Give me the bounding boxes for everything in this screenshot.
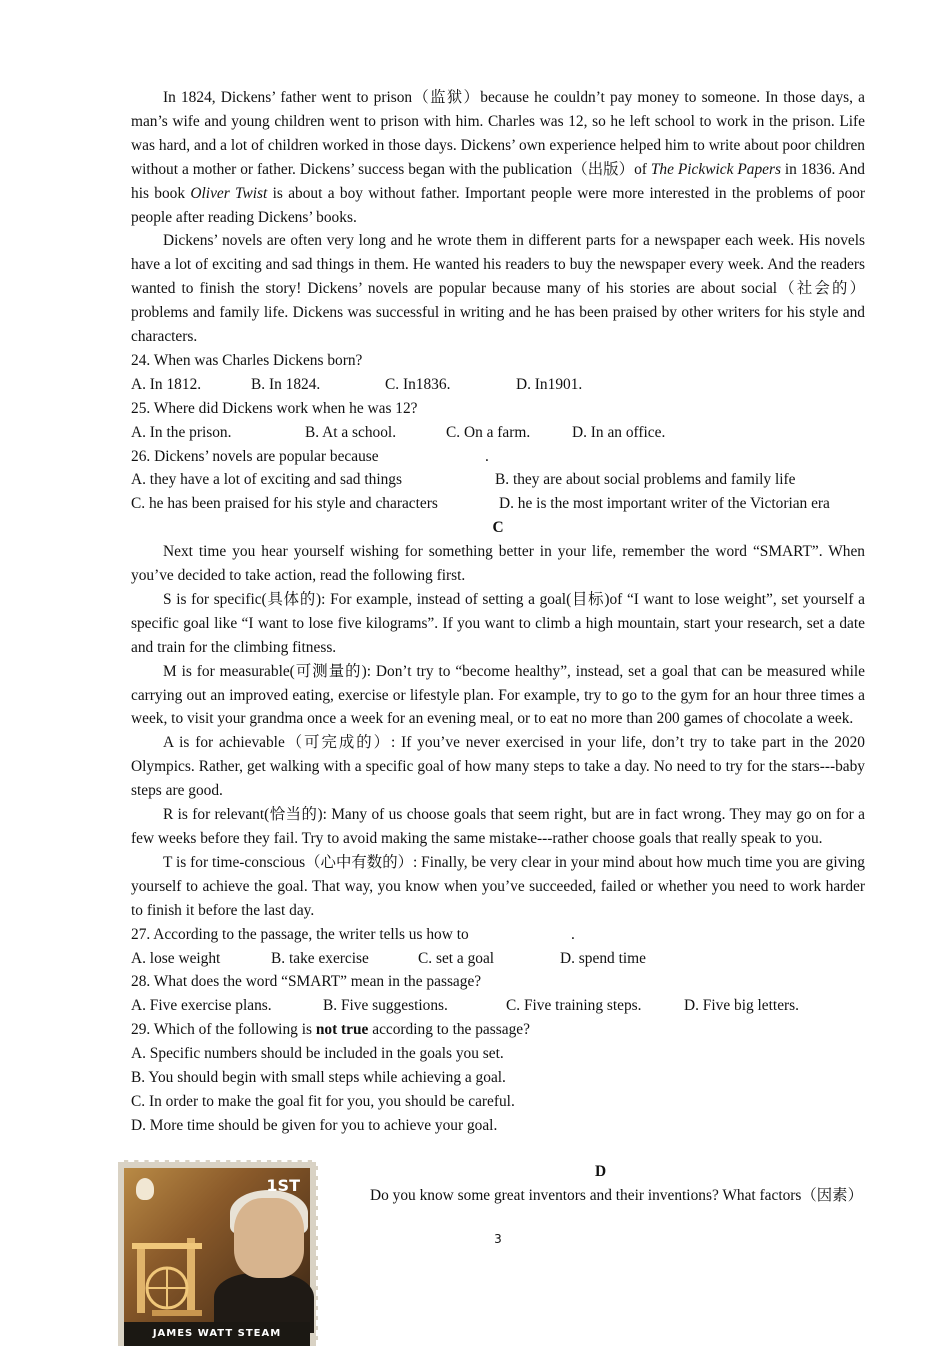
passage-c-paragraph-3: M is for measurable(可测量的): Don’t try to “become healthy”, instead, set a goal that can be measured while carrying out an improved eating, exercise or lifestyle plan. For example, try to go to the gym for an hour three times a week, to visit your grandma once a week for an evening meal, or to eat no more than 200 games of chocolate a week. [131,662,865,728]
question-27-stem-line [131,923,865,947]
book-title: The Pickwick Papers [650,160,781,178]
option: D. he is the most important writer of the Victorian era [499,495,830,513]
option: B. At a school. [305,423,397,441]
page-number: 3 [494,1232,502,1246]
question-24-options [131,373,865,397]
passage-text: In 1824, Dickens’ father went to prison（监狱）because he couldn’t pay money to someone. In those days, a man’s wife and young children went to prison with him. Charles was 12, so he left school to work in the prison. Life was hard, and a lot of children worked in those days. Dickens’ own experience helped him to write about poor children without a mother or father. Dickens’ success began with the publication（出版）of [131,89,865,178]
passage-b-paragraph-2: Dickens’ novels are often very long and he wrote them in different parts for a newspaper each week. His novels have a lot of exciting and sad things in them. He wanted his readers to buy the newspaper every week. And the readers wanted to finish the story! Dickens’ novels are popular because many of his stories are about social（社会的）problems and family life. Dickens was successful in writing and he has been praised by other writers for his style and characters. [131,232,865,346]
stamp-artwork [124,1168,310,1363]
section-d-heading: D [595,1163,607,1180]
book-title: Oliver Twist [190,184,268,202]
james-watt-stamp-image [118,1160,318,1363]
question-26-stem: 26. Dickens’ novels are popular because [131,447,379,465]
emphasis-text: not true [315,1021,369,1039]
passage-d-start: Do you know some great inventors and their inventions? What factors（因素） [370,1186,863,1204]
option: D. In an office. [572,423,666,441]
blank-end: . [485,447,489,465]
question-text: according to the passage? [368,1021,530,1039]
option: B. Five suggestions. [323,997,448,1015]
section-d [370,1160,865,1208]
document-page [131,86,865,1138]
option: D. spend time [560,949,646,967]
option: B. they are about social problems and family life [495,471,796,489]
section-c-heading: C [492,519,504,537]
option: D. In1901. [516,375,583,393]
question-24-stem: 24. When was Charles Dickens born? [131,351,363,369]
passage-b-paragraph-1 [131,86,865,229]
question-28-stem: 28. What does the word “SMART” mean in the passage? [131,973,482,991]
option: A. Specific numbers should be included in the goals you set. [131,1045,504,1063]
option: C. set a goal [418,949,495,967]
option: A. lose weight [131,949,221,967]
option: A. they have a lot of exciting and sad things [131,471,402,489]
passage-c-paragraph-4: A is for achievable（可完成的）: If you’ve never exercised in your life, don’t try to take part in the 2020 Olympics. Rather, get walking with a specific goal of how many steps to take a day. No need to try for the stars---baby steps are good. [131,734,865,800]
option: C. Five training steps. [506,997,642,1015]
option: C. In1836. [385,375,451,393]
passage-text: in 1836. And his book [131,160,865,202]
passage-c-paragraph-5: R is for relevant(恰当的): Many of us choose goals that seem right, but are in fact wrong. They may go on for a few weeks before they fail. Try to avoid making the same mistake---rather choose goals that really speak to you. [131,806,865,848]
portrait-face [234,1198,304,1278]
passage-c-paragraph-1: Next time you hear yourself wishing for something better in your life, remember the word “SMART”. When you’ve decided to take action, read the following first. [131,543,865,585]
question-26-options-row-2 [131,492,865,516]
question-text: 29. Which of the following is [131,1021,316,1039]
question-25-stem: 25. Where did Dickens work when he was 12? [131,399,418,417]
option: A. In 1812. [131,375,202,393]
option: A. Five exercise plans. [131,997,272,1015]
option: D. More time should be given for you to achieve your goal. [131,1116,498,1134]
question-29-stem [131,1018,865,1042]
blank-end: . [571,925,575,943]
question-25-options [131,421,865,445]
passage-c-paragraph-6: T is for time-conscious（心中有数的）: Finally, be very clear in your mind about how much time you are giving yourself to achieve the goal. That way, you know when you’ve succeeded, failed or whether you need to work harder to finish it before the last day. [131,853,865,919]
option: C. On a farm. [446,423,531,441]
option: A. In the prison. [131,423,232,441]
passage-text: is about a boy without father. Important people were more interested in the problems of poor people after reading Dickens’ books. [131,184,866,226]
question-28-options [131,994,865,1018]
steam-engine-icon [132,1228,212,1318]
question-26-options-row-1 [131,468,865,492]
queen-silhouette-icon [136,1178,154,1200]
question-27-options [131,947,865,971]
option: B. You should begin with small steps while achieving a goal. [131,1069,506,1087]
option: D. Five big letters. [684,997,799,1015]
question-26-stem-line [131,445,865,469]
question-27-stem: 27. According to the passage, the writer tells us how to [131,925,469,943]
option: C. In order to make the goal fit for you, you should be careful. [131,1092,515,1110]
option: B. In 1824. [251,375,321,393]
option: C. he has been praised for his style and characters [131,495,438,513]
option: B. take exercise [271,949,369,967]
passage-c-paragraph-2: S is for specific(具体的): For example, instead of setting a goal(目标)of “I want to lose weight”, set yourself a specific goal like “I want to lose five kilograms”. If you want to climb a high mountain, start your research, set a date and train for the climbing fitness. [131,590,865,656]
stamp-caption: JAMES WATT STEAM ENGINEERING [124,1322,310,1346]
stamp-denomination: 1ST [266,1176,300,1195]
